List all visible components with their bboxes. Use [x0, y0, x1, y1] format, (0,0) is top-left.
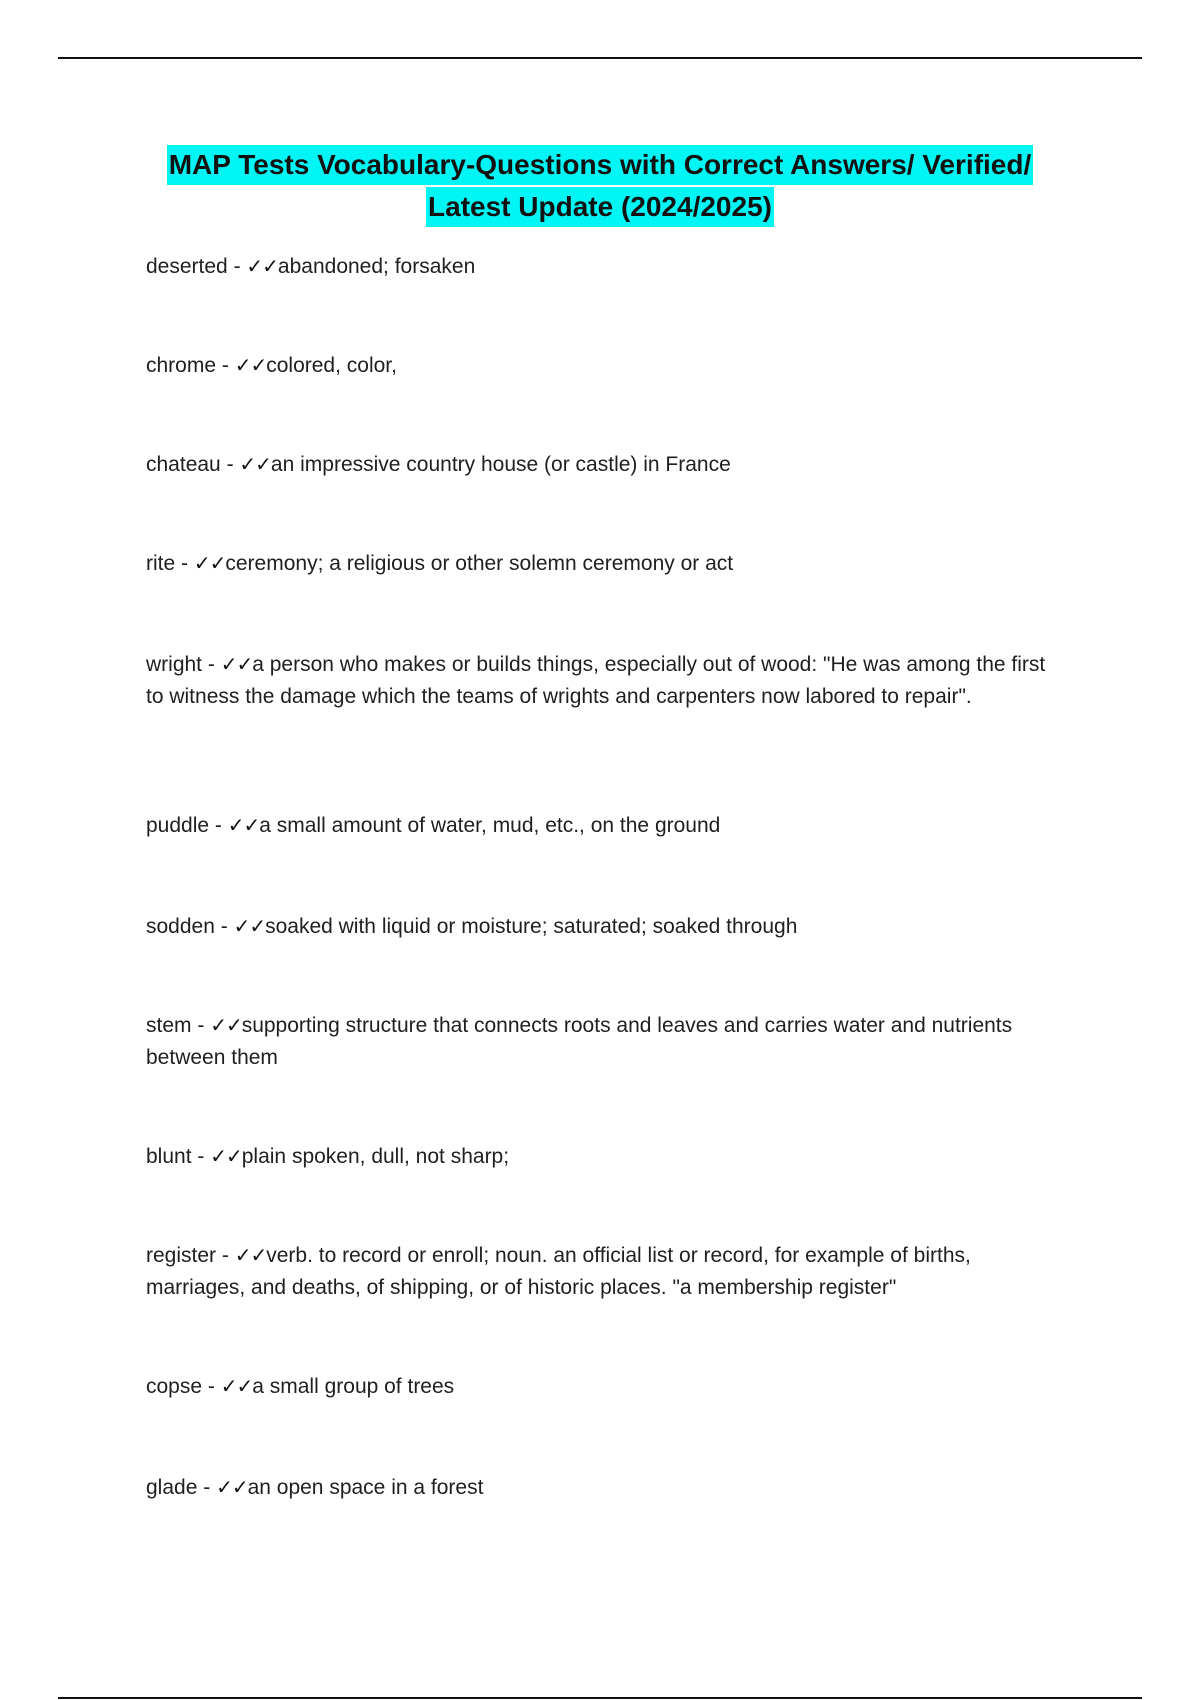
definition: colored, color,	[266, 354, 397, 377]
term: glade	[146, 1476, 198, 1499]
separator: -	[227, 255, 247, 278]
separator: -	[191, 1145, 211, 1168]
double-check-icon: ✓✓	[220, 1374, 253, 1398]
list-item	[146, 1140, 1046, 1173]
term: wright	[146, 653, 203, 676]
term: stem	[146, 1014, 192, 1037]
separator: -	[202, 1375, 221, 1398]
definition: an impressive country house (or castle) in France	[270, 453, 731, 476]
term: chateau	[146, 453, 221, 476]
list-item	[146, 349, 1046, 382]
footer-rule	[58, 1697, 1142, 1699]
double-check-icon: ✓✓	[210, 1013, 242, 1037]
double-check-icon: ✓✓	[216, 1475, 248, 1499]
title-line-2: Latest Update (2024/2025)	[426, 187, 774, 227]
separator: -	[214, 915, 234, 938]
list-item	[146, 809, 1046, 842]
list-item	[146, 910, 1046, 943]
definition: a small group of trees	[252, 1375, 455, 1398]
separator: -	[175, 552, 194, 575]
double-check-icon: ✓✓	[193, 551, 226, 575]
definition: supporting structure that connects roots and leaves and carries water and nutrients between them	[146, 1014, 1013, 1069]
separator: -	[216, 1244, 235, 1267]
double-check-icon: ✓✓	[227, 813, 260, 837]
double-check-icon: ✓✓	[234, 1243, 267, 1267]
term: rite	[146, 552, 176, 575]
definition: abandoned; forsaken	[277, 255, 476, 278]
title-line-1: MAP Tests Vocabulary-Questions with Correct Answers/ Verified/	[167, 145, 1034, 185]
definition: a person who makes or builds things, especially out of wood: "He was among the first to witness the damage which the teams of wrights and carpenters now labored to repair".	[146, 653, 1046, 708]
list-item	[146, 1471, 1046, 1504]
term: puddle	[146, 814, 210, 837]
term: chrome	[146, 354, 217, 377]
separator: -	[202, 653, 221, 676]
list-item	[146, 250, 1046, 283]
definition: plain spoken, dull, not sharp;	[241, 1145, 510, 1168]
double-check-icon: ✓✓	[246, 254, 278, 278]
separator: -	[197, 1476, 217, 1499]
double-check-icon: ✓✓	[234, 353, 267, 377]
double-check-icon: ✓✓	[210, 1144, 242, 1168]
document-title	[100, 145, 1100, 229]
separator: -	[220, 453, 240, 476]
definition: ceremony; a religious or other solemn ceremony or act	[225, 552, 734, 575]
list-item	[146, 1009, 1046, 1074]
term: deserted	[146, 255, 228, 278]
term: copse	[146, 1375, 203, 1398]
double-check-icon: ✓✓	[239, 452, 271, 476]
list-item	[146, 547, 1046, 580]
double-check-icon: ✓✓	[233, 914, 266, 938]
double-check-icon: ✓✓	[220, 652, 253, 676]
separator: -	[191, 1014, 211, 1037]
definition: soaked with liquid or moisture; saturated; soaked through	[265, 915, 798, 938]
list-item	[146, 448, 1046, 481]
header-rule	[58, 57, 1142, 59]
list-item	[146, 1370, 1046, 1403]
definition: verb. to record or enroll; noun. an official list or record, for example of births, marriages, and deaths, of shipping, or of historic places. "a membership register"	[146, 1244, 971, 1299]
term: register	[146, 1244, 217, 1267]
definition: a small amount of water, mud, etc., on the ground	[259, 814, 721, 837]
list-item	[146, 648, 1046, 713]
term: blunt	[146, 1145, 192, 1168]
term: sodden	[146, 915, 215, 938]
separator: -	[216, 354, 235, 377]
definition: an open space in a forest	[247, 1476, 484, 1499]
list-item	[146, 1239, 1046, 1304]
separator: -	[209, 814, 228, 837]
